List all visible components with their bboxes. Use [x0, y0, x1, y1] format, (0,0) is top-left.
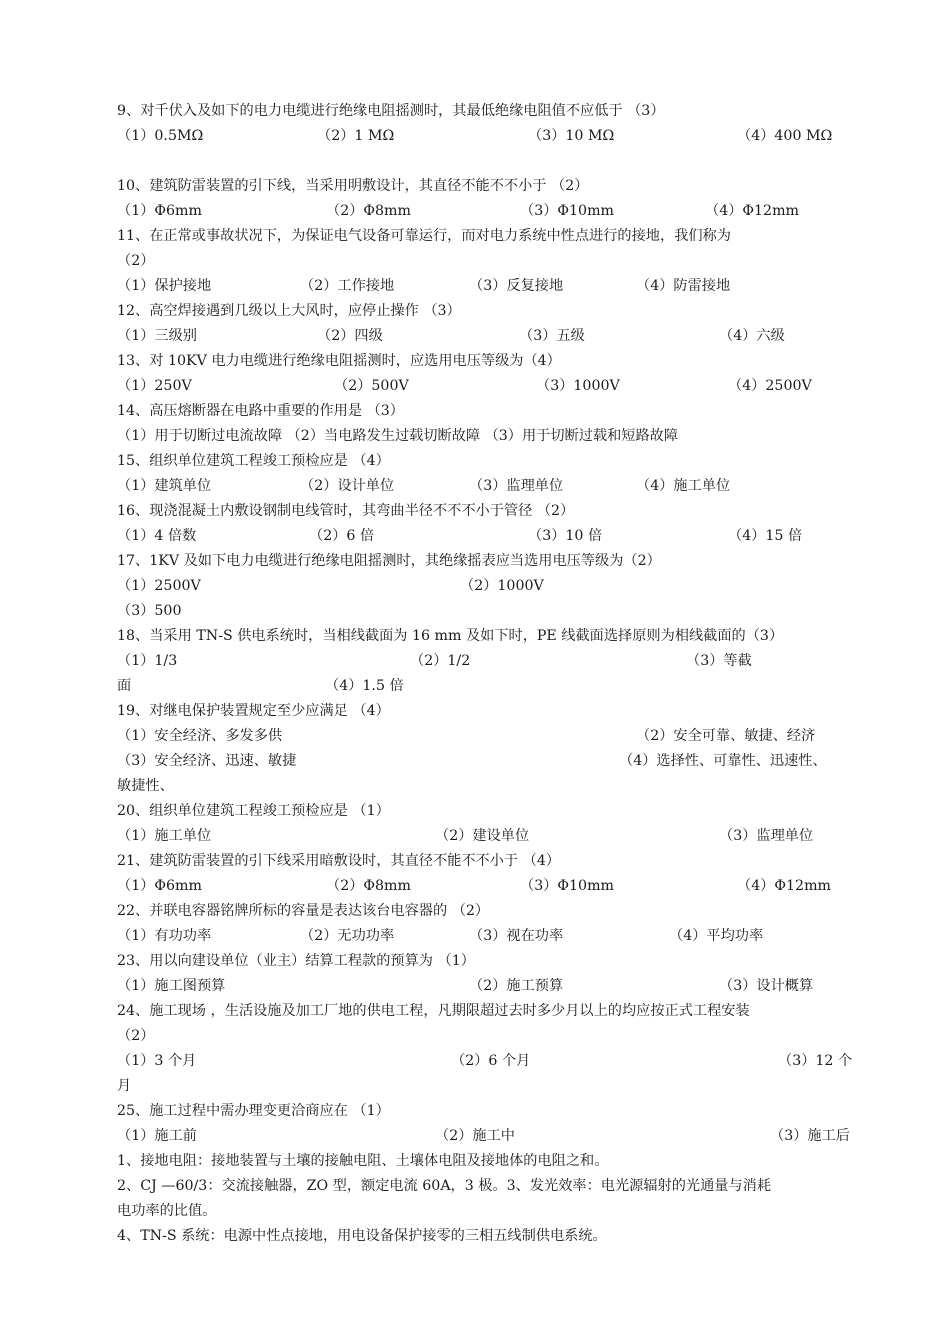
q18-option-1: （1）1/3 [117, 653, 178, 669]
q14-options: （1）用于切断过电流故障 （2）当电路发生过载切断故障 （3）用于切断过载和短路故障 [117, 428, 679, 444]
q16-option-1: （1）4 倍数 [117, 528, 197, 544]
q11-option-2: （2）工作接地 [300, 278, 395, 294]
q12-option-3: （3）五级 [519, 328, 585, 344]
question-16-stem: 16、现浇混凝土内敷设钢制电线管时，其弯曲半径不不不小于管径 （2） [117, 503, 575, 519]
q15-option-1: （1）建筑单位 [117, 478, 212, 494]
q12-option-2: （2）四级 [317, 328, 383, 344]
q22-option-4: （4）平均功率 [669, 928, 764, 944]
definition-2-3: 2、CJ —60/3：交流接触器，ZO 型，额定电流 60A，3 极。3、发光效率：电光源辐射的光通量与消耗 [117, 1178, 772, 1194]
q16-option-3: （3）10 倍 [528, 528, 603, 544]
q9-option-2: （2）1 MΩ [317, 128, 395, 144]
question-19-stem: 19、对继电保护装置规定至少应满足 （4） [117, 703, 390, 719]
q18-option-4: （4）1.5 倍 [325, 678, 404, 694]
q18-option-3: （3）等截 [686, 653, 752, 669]
question-21-stem: 21、建筑防雷装置的引下线采用暗敷设时，其直径不能不不小于 （4） [117, 853, 561, 869]
q10-option-1: （1）Φ6mm [117, 203, 202, 219]
q24-option-3: （3）12 个 [778, 1053, 853, 1069]
q20-option-3: （3）监理单位 [719, 828, 814, 844]
question-12-stem: 12、高空焊接遇到几级以上大风时，应停止操作 （3） [117, 303, 461, 319]
q17-option-3: （3）500 [117, 603, 182, 619]
q23-option-2: （2）施工预算 [469, 978, 564, 994]
q24-option-3-cont: 月 [117, 1078, 132, 1094]
q17-option-2: （2）1000V [460, 578, 544, 594]
q10-option-3: （3）Φ10mm [520, 203, 614, 219]
q12-option-1: （1）三级别 [117, 328, 197, 344]
q21-option-3: （3）Φ10mm [520, 878, 614, 894]
q17-option-1: （1）2500V [117, 578, 201, 594]
question-23-stem: 23、用以向建设单位（业主）结算工程款的预算为 （1） [117, 953, 475, 969]
q16-option-4: （4）15 倍 [728, 528, 803, 544]
q12-option-4: （4）六级 [719, 328, 785, 344]
q21-option-4: （4）Φ12mm [737, 878, 831, 894]
question-22-stem: 22、并联电容器铭牌所标的容量是表达该台电容器的 （2） [117, 903, 490, 919]
question-24-stem: 24、施工现场 ，生活设施及加工厂地的供电工程，凡期限超过去时多少月以上的均应按正式工程安装 [117, 1003, 750, 1019]
q9-option-3: （3）10 MΩ [528, 128, 615, 144]
q19-option-3: （3）安全经济、迅速、敏捷 [117, 753, 297, 769]
q23-option-3: （3）设计概算 [719, 978, 814, 994]
q13-option-2: （2）500V [334, 378, 409, 394]
question-25-stem: 25、施工过程中需办理变更洽商应在 （1） [117, 1103, 390, 1119]
q11-option-3: （3）反复接地 [469, 278, 564, 294]
q19-option-1: （1）安全经济、多发多供 [117, 728, 283, 744]
question-13-stem: 13、对 10KV 电力电缆进行绝缘电阻摇测时，应选用电压等级为（4） [117, 353, 561, 369]
q19-option-2: （2）安全可靠、敏捷、经济 [636, 728, 816, 744]
q13-option-3: （3）1000V [536, 378, 620, 394]
q9-option-4: （4）400 MΩ [737, 128, 833, 144]
q18-option-3-cont: 面 [117, 678, 132, 694]
q21-option-1: （1）Φ6mm [117, 878, 202, 894]
question-14-stem: 14、高压熔断器在电路中重要的作用是 （3） [117, 403, 404, 419]
q20-option-1: （1）施工单位 [117, 828, 212, 844]
question-18-stem: 18、当采用 TN-S 供电系统时，当相线截面为 16 mm 及如下时，PE 线截面选择原则为相线截面的（3） [117, 628, 784, 644]
q25-option-1: （1）施工前 [117, 1128, 197, 1144]
q19-option-4-cont: 敏捷性、 [117, 778, 174, 794]
q15-option-3: （3）监理单位 [469, 478, 564, 494]
definition-1: 1、接地电阻：接地装置与土壤的接触电阻、土壤体电阻及接地体的电阻之和。 [117, 1153, 609, 1169]
question-10-stem: 10、建筑防雷装置的引下线，当采用明敷设计，其直径不能不不小于 （2） [117, 178, 589, 194]
question-15-stem: 15、组织单位建筑工程竣工预检应是 （4） [117, 453, 390, 469]
q9-option-1: （1）0.5MΩ [117, 128, 204, 144]
q11-option-1: （1）保护接地 [117, 278, 212, 294]
q24-option-2: （2）6 个月 [451, 1053, 531, 1069]
q22-option-2: （2）无功功率 [300, 928, 395, 944]
q25-option-2: （2）施工中 [435, 1128, 515, 1144]
question-11-stem: 11、在正常或事故状况下，为保证电气设备可靠运行，而对电力系统中性点进行的接地，我们称为 [117, 228, 731, 244]
q13-option-4: （4）2500V [728, 378, 812, 394]
q21-option-2: （2）Φ8mm [326, 878, 411, 894]
definition-4: 4、TN-S 系统：电源中性点接地，用电设备保护接零的三相五线制供电系统。 [117, 1228, 607, 1244]
q24-option-1: （1）3 个月 [117, 1053, 197, 1069]
question-24-answer: （2） [117, 1028, 155, 1044]
q19-option-4: （4）选择性、可靠性、迅速性、 [619, 753, 827, 769]
q22-option-3: （3）视在功率 [469, 928, 564, 944]
q23-option-1: （1）施工图预算 [117, 978, 226, 994]
question-11-answer: （2） [117, 253, 155, 269]
q13-option-1: （1）250V [117, 378, 192, 394]
question-17-stem: 17、1KV 及如下电力电缆进行绝缘电阻摇测时，其绝缘摇表应当选用电压等级为（2） [117, 553, 661, 569]
question-20-stem: 20、组织单位建筑工程竣工预检应是 （1） [117, 803, 390, 819]
q15-option-4: （4）施工单位 [636, 478, 731, 494]
q10-option-4: （4）Φ12mm [705, 203, 799, 219]
q25-option-3: （3）施工后 [770, 1128, 850, 1144]
definition-3-cont: 电功率的比值。 [117, 1203, 217, 1219]
q18-option-2: （2）1/2 [410, 653, 471, 669]
q15-option-2: （2）设计单位 [300, 478, 395, 494]
question-9-stem: 9、对千伏入及如下的电力电缆进行绝缘电阻摇测时，其最低绝缘电阻值不应低于 （3） [117, 103, 665, 119]
q10-option-2: （2）Φ8mm [326, 203, 411, 219]
q20-option-2: （2）建设单位 [435, 828, 530, 844]
q22-option-1: （1）有功功率 [117, 928, 212, 944]
q16-option-2: （2）6 倍 [309, 528, 375, 544]
q11-option-4: （4）防雷接地 [636, 278, 731, 294]
